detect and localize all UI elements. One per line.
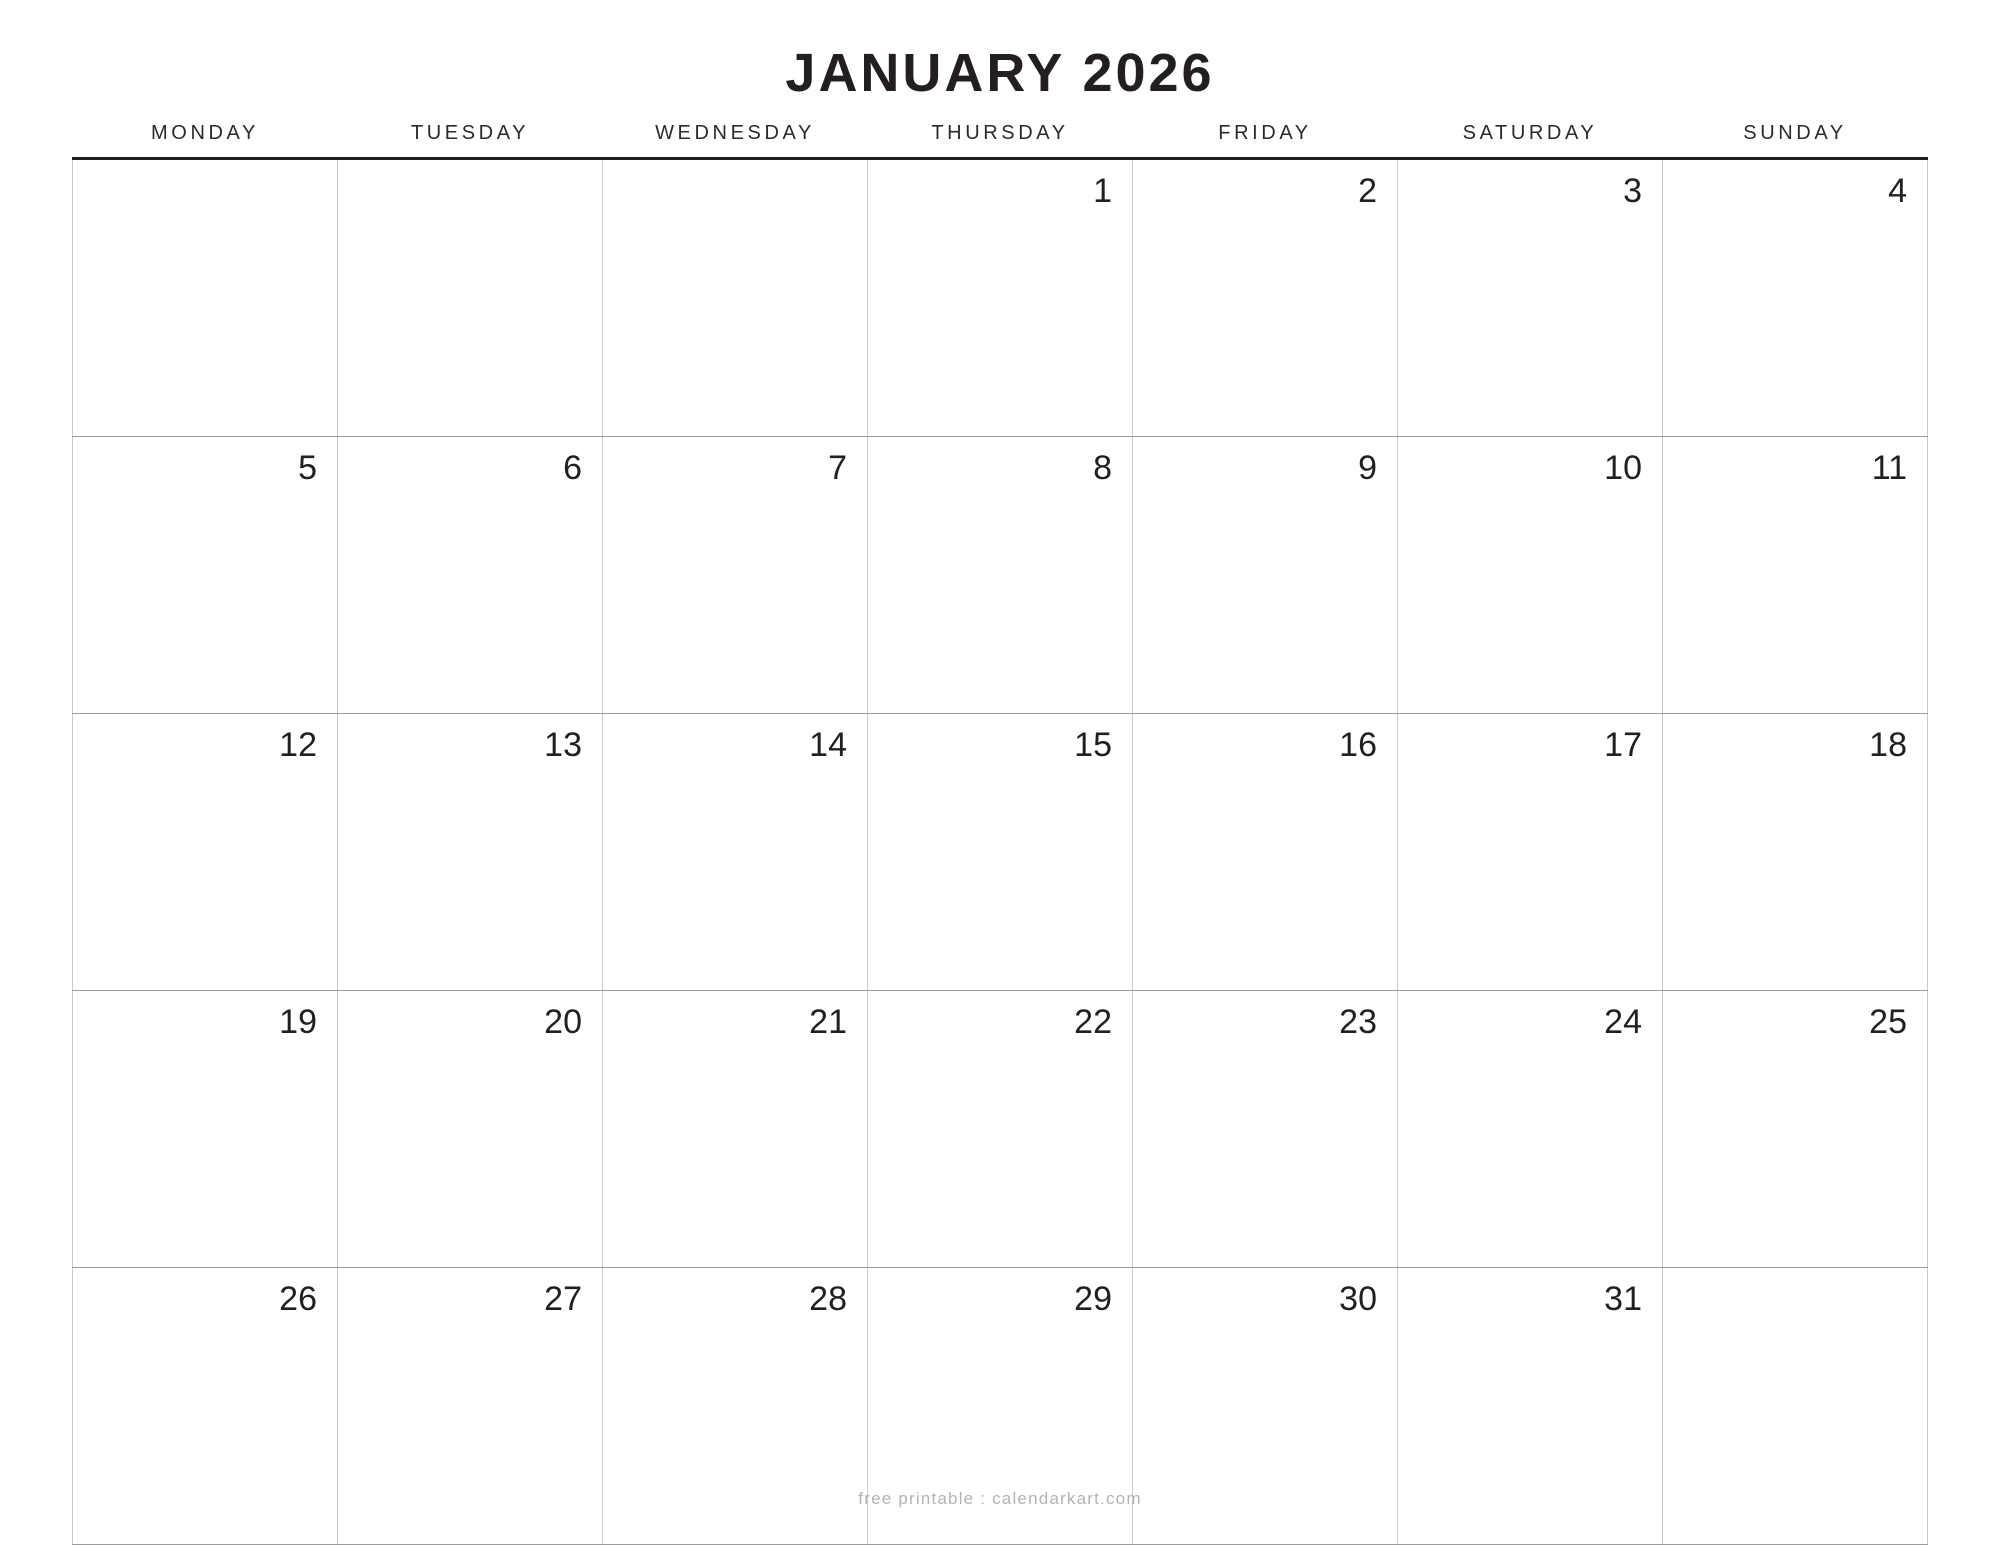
calendar-week-row	[73, 991, 1928, 1268]
day-cell[interactable]	[73, 159, 338, 437]
day-cell[interactable]	[603, 159, 868, 437]
day-cell[interactable]	[1663, 159, 1928, 437]
day-number: 31	[1604, 1280, 1642, 1318]
weekday-header-tuesday: TUESDAY	[338, 122, 603, 159]
day-cell[interactable]	[1663, 991, 1928, 1268]
day-cell[interactable]	[868, 159, 1133, 437]
day-number: 28	[809, 1280, 847, 1318]
day-cell[interactable]	[338, 437, 603, 714]
day-cell[interactable]	[338, 714, 603, 991]
day-number: 16	[1339, 726, 1377, 764]
weekday-header-wednesday: WEDNESDAY	[603, 122, 868, 159]
day-number: 13	[544, 726, 582, 764]
calendar-header-row	[73, 122, 1928, 159]
day-number: 29	[1074, 1280, 1112, 1318]
day-number: 9	[1358, 449, 1377, 487]
day-cell[interactable]	[338, 991, 603, 1268]
calendar-week-row	[73, 159, 1928, 437]
day-number: 4	[1888, 172, 1907, 210]
day-cell[interactable]	[1133, 991, 1398, 1268]
day-cell[interactable]	[1133, 714, 1398, 991]
day-number: 18	[1869, 726, 1907, 764]
day-cell[interactable]	[603, 714, 868, 991]
day-number: 2	[1358, 172, 1377, 210]
day-cell[interactable]	[1398, 159, 1663, 437]
day-number: 24	[1604, 1003, 1642, 1041]
weekday-header-monday: MONDAY	[73, 122, 338, 159]
day-number: 3	[1623, 172, 1642, 210]
weekday-header-thursday: THURSDAY	[868, 122, 1133, 159]
footer-credit: free printable : calendarkart.com	[858, 1489, 1142, 1508]
day-number: 11	[1871, 449, 1907, 487]
day-number: 6	[563, 449, 582, 487]
day-cell[interactable]	[868, 714, 1133, 991]
day-number: 22	[1074, 1003, 1112, 1041]
day-cell[interactable]	[868, 991, 1133, 1268]
day-number: 26	[279, 1280, 317, 1318]
calendar-grid	[72, 122, 1928, 1545]
day-cell[interactable]	[1398, 714, 1663, 991]
day-number: 10	[1604, 449, 1642, 487]
day-cell[interactable]	[73, 714, 338, 991]
day-number: 20	[544, 1003, 582, 1041]
day-number: 19	[279, 1003, 317, 1041]
day-cell[interactable]	[603, 991, 868, 1268]
day-number: 25	[1869, 1003, 1907, 1041]
day-number: 27	[544, 1280, 582, 1318]
day-number: 12	[279, 726, 317, 764]
day-cell[interactable]	[1398, 991, 1663, 1268]
day-number: 17	[1604, 726, 1642, 764]
day-number: 21	[809, 1003, 847, 1041]
weekday-header-sunday: SUNDAY	[1663, 122, 1928, 159]
calendar-week-row	[73, 714, 1928, 991]
day-number: 23	[1339, 1003, 1377, 1041]
day-number: 7	[828, 449, 847, 487]
day-cell[interactable]	[1133, 437, 1398, 714]
weekday-header-saturday: SATURDAY	[1398, 122, 1663, 159]
day-number: 15	[1074, 726, 1112, 764]
day-cell[interactable]	[73, 991, 338, 1268]
day-cell[interactable]	[1133, 159, 1398, 437]
day-number: 30	[1339, 1280, 1377, 1318]
day-cell[interactable]	[1663, 714, 1928, 991]
day-cell[interactable]	[73, 437, 338, 714]
calendar-week-row	[73, 437, 1928, 714]
day-number: 1	[1093, 172, 1112, 210]
day-cell[interactable]	[1663, 437, 1928, 714]
day-cell[interactable]	[603, 437, 868, 714]
day-number: 8	[1093, 449, 1112, 487]
day-cell[interactable]	[338, 159, 603, 437]
day-number: 5	[298, 449, 317, 487]
page-title: JANUARY 2026	[785, 43, 1215, 103]
day-number: 14	[809, 726, 847, 764]
day-cell[interactable]	[868, 437, 1133, 714]
weekday-header-friday: FRIDAY	[1133, 122, 1398, 159]
day-cell[interactable]	[1398, 437, 1663, 714]
